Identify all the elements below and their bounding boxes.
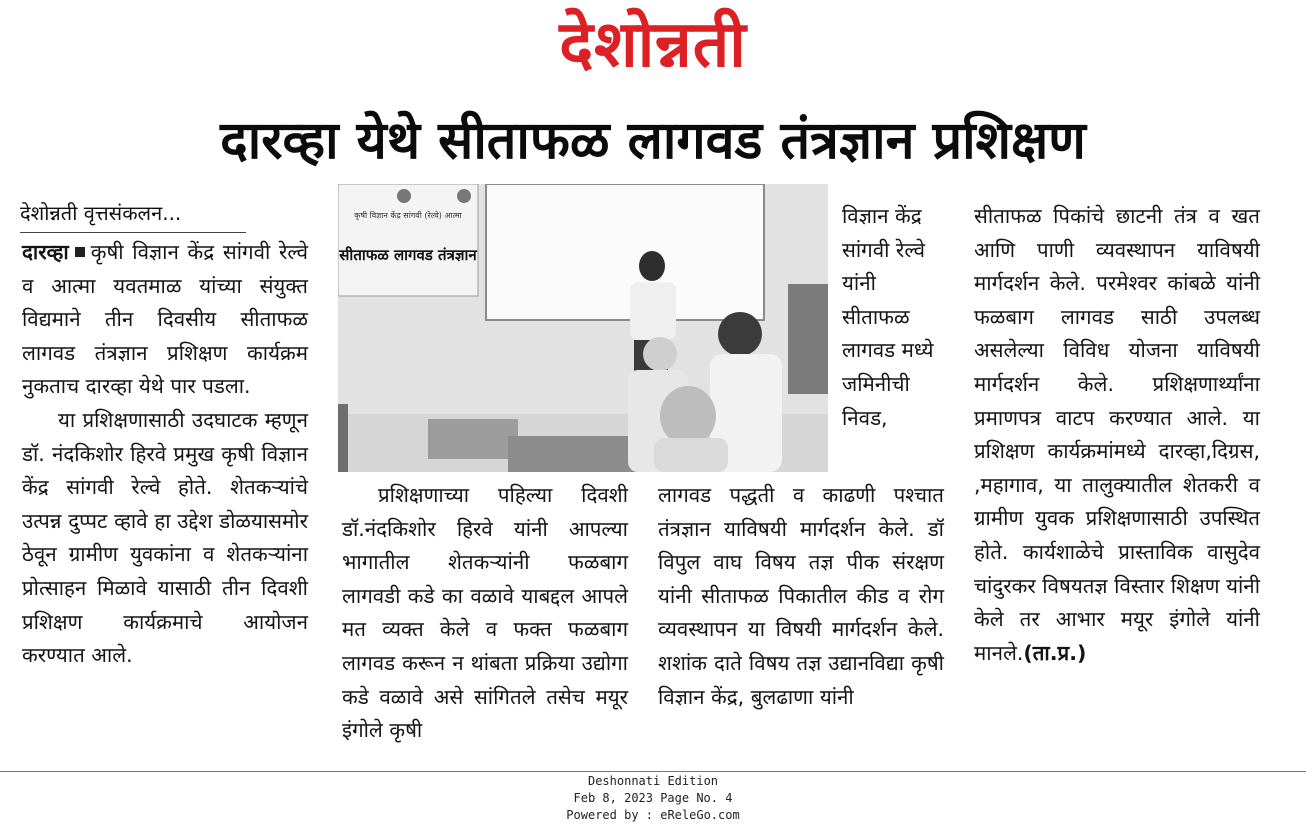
- masthead-logo: देशोन्नती: [559, 8, 747, 82]
- column-3-top-text: विज्ञान केंद्र सांगवी रेल्वे यांनी सीताफळ लागवड मध्ये जमिनीची निवड,: [842, 204, 934, 430]
- column-2-text: प्रशिक्षणाच्या पहिल्या दिवशी डॉ.नंदकिशोर हिरवे यांनी आपल्या भागातील शेतकऱ्यांनी फळबाग लागवडी कडे का वळावे याबद्दल आपले मत व्यक्त केले व फक्त फळबाग लागवड करून न थांबता प्रक्रिया उद्योगा कडे वळावे असे सांगितले तसेच मयूर इंगोले कृषी: [342, 483, 628, 743]
- column-4-tag: (ता.प्र.): [1023, 640, 1087, 665]
- column-1-paragraph-2: या प्रशिक्षणासाठी उदघाटक म्हणून डॉ. नंदकिशोर हिरवे प्रमुख कृषी विज्ञान केंद्र सांगवी रेल्वे होते. शेतकऱ्यांचे उत्पन्न दुप्पट व्हावे हा उद्देश डोळयासमोर ठेवून ग्रामीण युवकांना व शेतकऱ्यांना प्रोत्साहन मिळावे यासाठी तीन दिवशी प्रशिक्षण कार्यक्रमाचे आयोजन करण्यात आले.: [22, 407, 308, 668]
- article-headline: दारव्हा येथे सीताफळ लागवड तंत्रज्ञान प्रशिक्षण: [220, 111, 1086, 171]
- photo-banner-line-2: सीताफळ लागवड तंत्रज्ञान: [339, 246, 477, 264]
- dateline: दारव्हा: [22, 240, 69, 264]
- footer-divider: [0, 771, 1306, 772]
- footer-edition: Deshonnati Edition: [587, 774, 719, 788]
- column-3-text: लागवड पद्धती व काढणी पश्चात तंत्रज्ञान याविषयी मार्गदर्शन केले. डॉ विपुल वाघ विषय तज्ञ पीक संरक्षण यांनी सीताफळ पिकातील कीड व रोग व्यवस्थापन या विषयी मार्गदर्शन केले. शशांक दाते विषय तज्ञ उद्यानविद्या कृषी विज्ञान केंद्र, बुलढाणा यांनी: [658, 483, 944, 709]
- article-column-2: [342, 479, 628, 748]
- bullet-icon: [75, 247, 85, 257]
- footer: [0, 773, 1306, 824]
- photo-banner-line-1: कृषी विज्ञान केंद्र सांगवी (रेल्वे) आत्मा: [354, 211, 462, 220]
- footer-date-page: Feb 8, 2023 Page No. 4: [573, 791, 733, 805]
- article-column-3-top: [842, 200, 946, 435]
- byline: देशोन्नती वृत्तसंकलन...: [20, 196, 246, 233]
- column-4-text: सीताफळ पिकांचे छाटनी तंत्र व खत आणि पाणी व्यवस्थापन याविषयी मार्गदर्शन केले. परमेश्वर कांबळे यांनी फळबाग लागवड साठी उपलब्ध असलेल्या विविध योजना याविषयी मार्गदर्शन केले. प्रशिक्षणार्थ्यांना प्रमाणपत्र वाटप करण्यात आले. या प्रशिक्षण कार्यक्रमांमध्ये दारव्हा,दिग्रस, ,महागाव, या तालुक्यातील शेतकरी व ग्रामीण युवक प्रशिक्षणासाठी उपस्थित होते. कार्यशाळेचे प्रास्ताविक वासुदेव चांदुरकर विषयतज्ञ विस्तार शिक्षण यांनी केले तर आभार मयूर इंगोले यांनी मानले.: [974, 204, 1260, 665]
- footer-powered-by: Powered by : eReleGo.com: [566, 808, 740, 822]
- article-photo: [338, 184, 828, 472]
- article-column-3: [658, 479, 944, 714]
- column-1-intro: कृषी विज्ञान केंद्र सांगवी रेल्वे व आत्मा यवतमाळ यांच्या संयुक्त विद्यमाने तीन दिवसीय सीताफळ लागवड तंत्रज्ञान प्रशिक्षण कार्यक्रम नुकताच दारव्हा येथे पार पडला.: [22, 240, 308, 399]
- article-column-4: [974, 200, 1260, 670]
- article-column-1: [22, 236, 308, 673]
